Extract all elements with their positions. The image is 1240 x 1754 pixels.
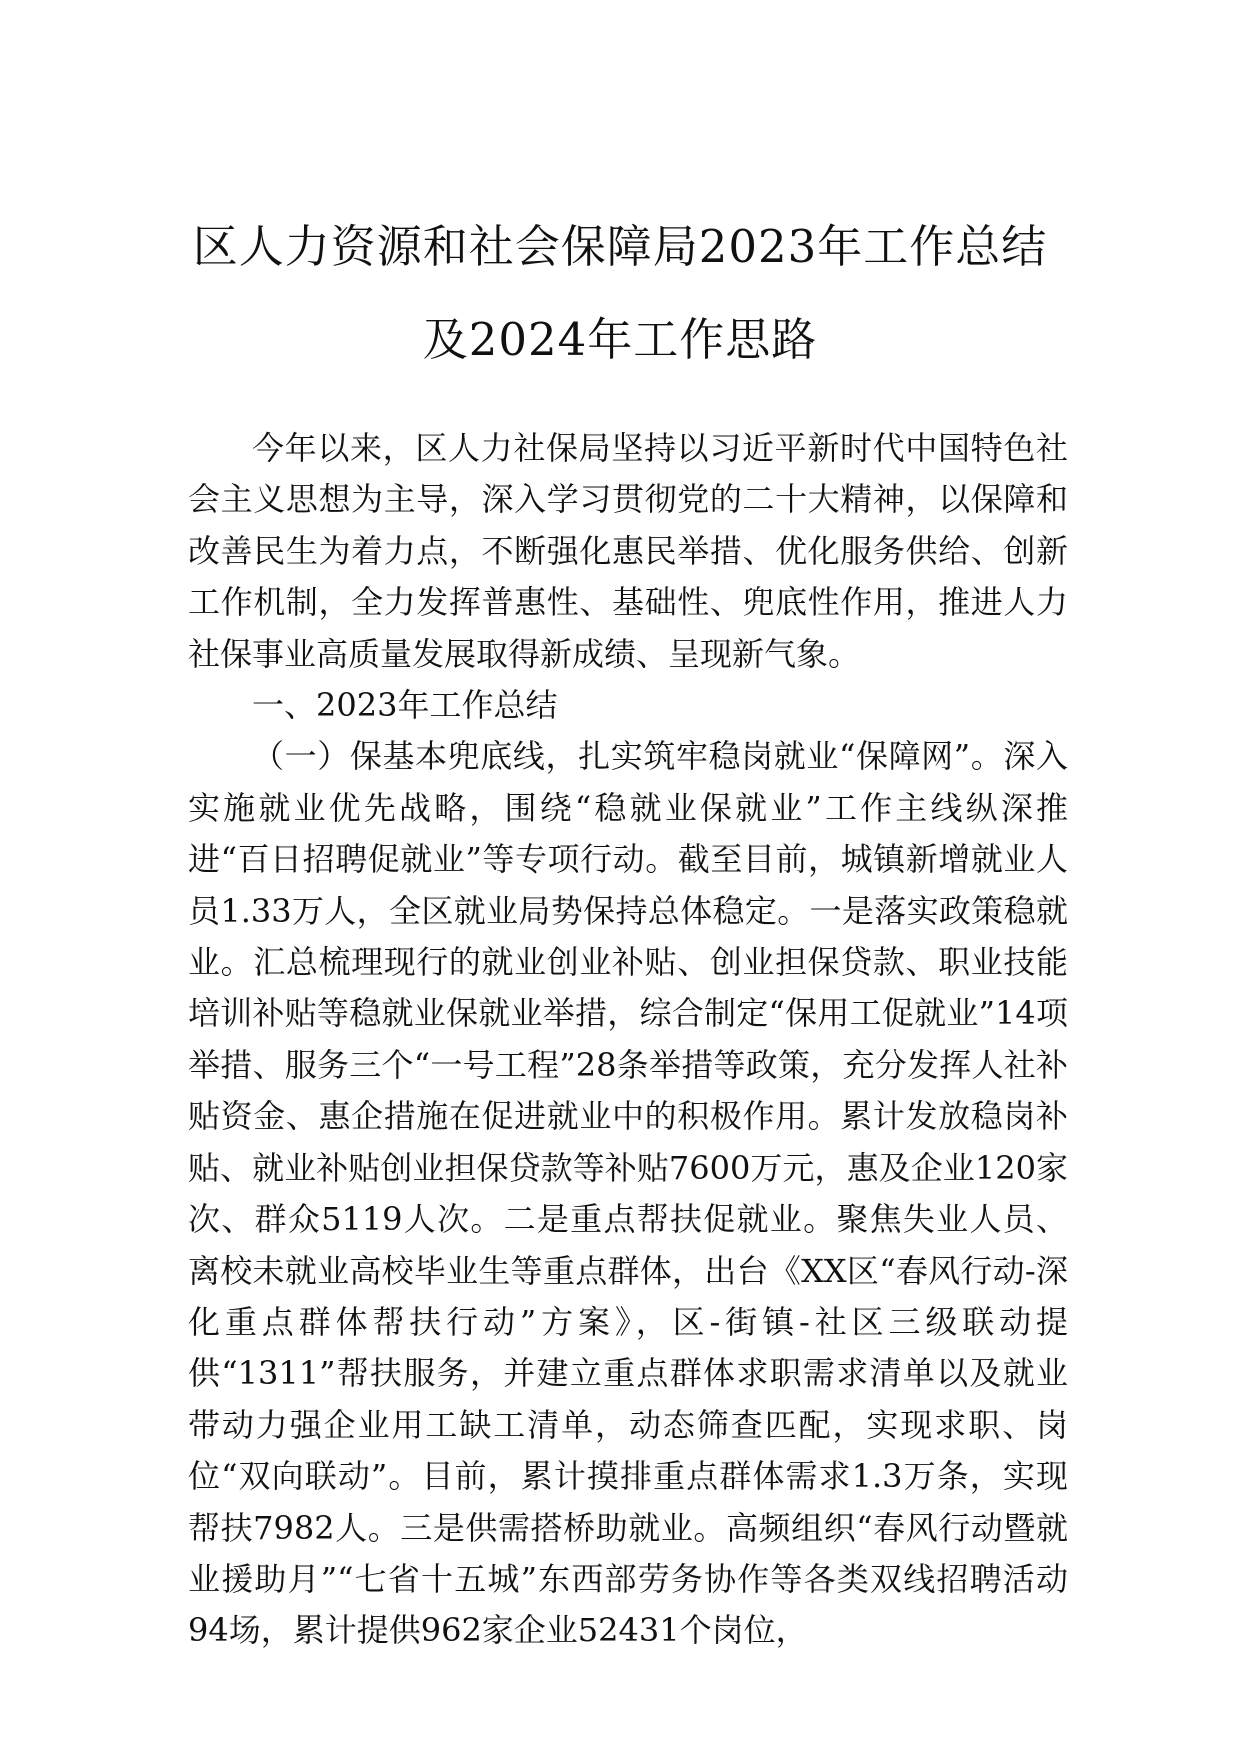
section-heading: 一、2023年工作总结 — [252, 686, 558, 725]
intro-paragraph: 今年以来，区人力社保局坚持以习近平新时代中国特色社会主义思想为主导，深入学习贯彻党的二十大精神，以保障和改善民生为着力点，不断强化惠民举措、优化服务供给、创新工作机制，全力发挥普惠性、基础性、兜底性作用，推进人力社保事业高质量发展取得新成绩、呈现新气象。 — [188, 429, 1068, 673]
document-title-line-2: 及2024年工作思路 — [422, 313, 818, 366]
document-title-line-1: 区人力资源和社会保障局2023年工作总结 — [192, 220, 1048, 273]
document-body — [188, 423, 1068, 1657]
subsection-paragraph: （一）保基本兜底线，扎实筑牢稳岗就业“保障网”。深入实施就业优先战略，围绕“稳就业保就业”工作主线纵深推进“百日招聘促就业”等专项行动。截至目前，城镇新增就业人员1.33万人，全区就业局势保持总体稳定。一是落实政策稳就业。汇总梳理现行的就业创业补贴、创业担保贷款、职业技能培训补贴等稳就业保就业举措，综合制定“保用工促就业”14项举措、服务三个“一号工程”28条举措等政策，充分发挥人社补贴资金、惠企措施在促进就业中的积极作用。累计发放稳岗补贴、就业补贴创业担保贷款等补贴7600万元，惠及企业120家次、群众5119人次。二是重点帮扶促就业。聚焦失业人员、离校未就业高校毕业生等重点群体，出台《XX区“春风行动-深化重点群体帮扶行动”方案》，区-街镇-社区三级联动提供“1311”帮扶服务，并建立重点群体求职需求清单以及就业带动力强企业用工缺工清单，动态筛查匹配，实现求职、岗位“双向联动”。目前，累计摸排重点群体需求1.3万条，实现帮扶7982人。三是供需搭桥助就业。高频组织“春风行动暨就业援助月”“七省十五城”东西部劳务协作等各类双线招聘活动94场，累计提供962家企业52431个岗位， — [188, 737, 1068, 1650]
